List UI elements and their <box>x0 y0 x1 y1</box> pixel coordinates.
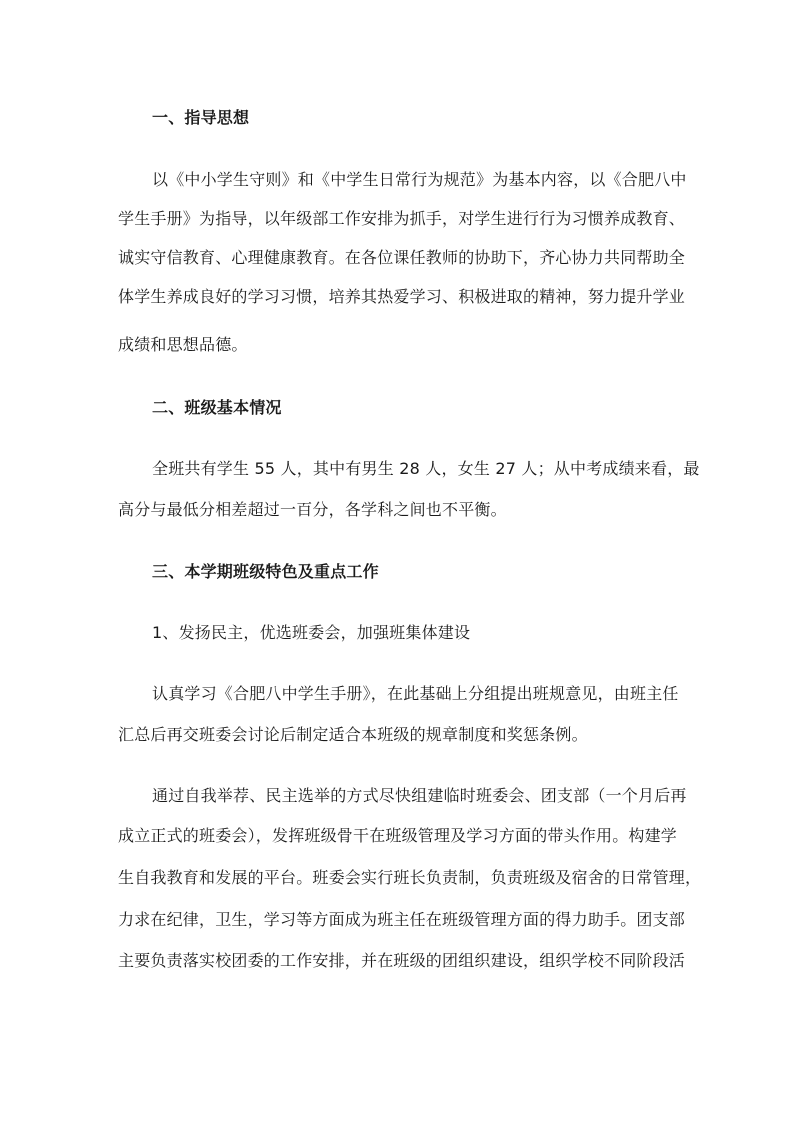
paragraph-line: 以《中小学生守则》和《中学生日常行为规范》为基本内容，以《合肥八中 <box>152 170 687 189</box>
paragraph-line: 力求在纪律，卫生，学习等方面成为班主任在班级管理方面的得力助手。团支部 <box>118 910 686 929</box>
paragraph-line: 学生手册》为指导，以年级部工作安排为抓手，对学生进行行为习惯养成教育、 <box>118 209 686 228</box>
paragraph-line: 全班共有学生 55 人，其中有男生 28 人，女生 27 人；从中考成绩来看，最 <box>152 459 700 478</box>
paragraph-line: 诚实守信教育、心理健康教育。在各位课任教师的协助下，齐心协力共同帮助全 <box>118 248 686 267</box>
paragraph-line: 高分与最低分相差超过一百分，各学科之间也不平衡。 <box>118 500 507 519</box>
section-heading-guiding-thought: 一、指导思想 <box>152 108 250 127</box>
subsection-heading: 1、发扬民主，优选班委会，加强班集体建设 <box>152 623 471 642</box>
paragraph-line: 生自我教育和发展的平台。班委会实行班长负责制，负责班级及宿舍的日常管理， <box>118 868 702 887</box>
paragraph-line: 体学生养成良好的学习习惯，培养其热爱学习、积极进取的精神，努力提升学业 <box>118 287 686 306</box>
paragraph-line: 汇总后再交班委会讨论后制定适合本班级的规章制度和奖惩条例。 <box>118 725 588 744</box>
paragraph-line: 认真学习《合肥八中学生手册》，在此基础上分组提出班规意见，由班主任 <box>152 684 679 703</box>
paragraph-line: 成立正式的班委会），发挥班级骨干在班级管理及学习方面的带头作用。构建学 <box>118 826 678 845</box>
section-heading-class-situation: 二、班级基本情况 <box>152 398 282 417</box>
paragraph-line: 主要负责落实校团委的工作安排，并在班级的团组织建设，组织学校不同阶段活 <box>118 951 686 970</box>
section-heading-key-work: 三、本学期班级特色及重点工作 <box>152 562 379 581</box>
paragraph-line: 成绩和思想品德。 <box>118 335 248 354</box>
paragraph-line: 通过自我举荐、民主选举的方式尽快组建临时班委会、团支部（一个月后再 <box>152 786 687 805</box>
